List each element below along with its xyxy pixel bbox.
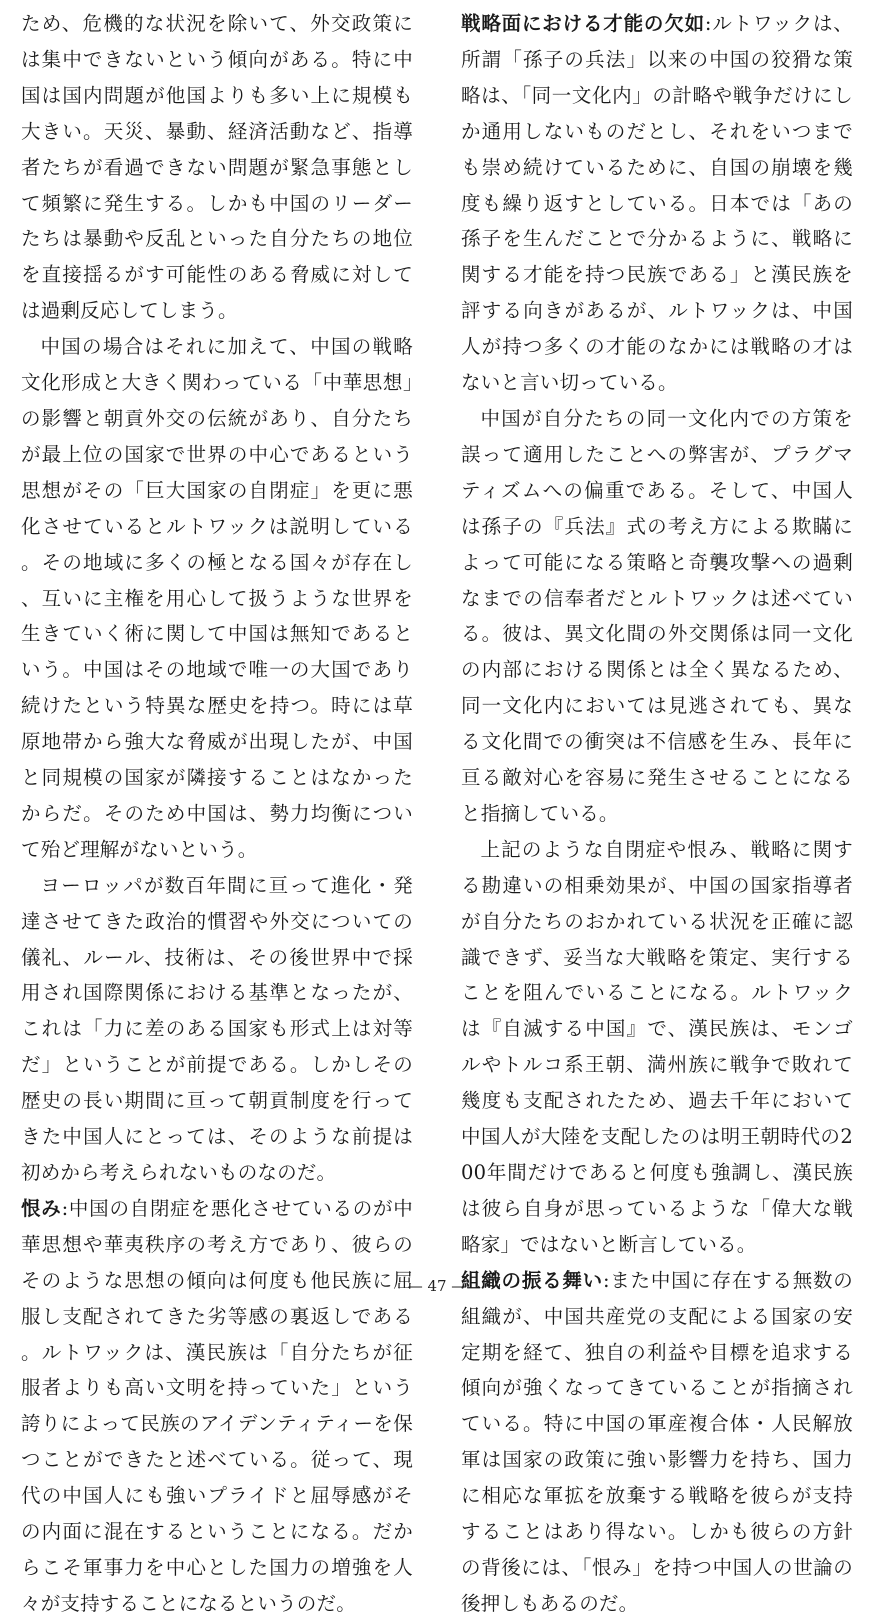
section-paragraph [461,1263,853,1622]
paragraph: ヨーロッパが数百年間に亘って進化・発達させてきた政治的慣習や外交についての儀礼、ルール、技術は、その後世界中で採用され国際関係における基準となったが、これは「力に差のある国家も形式上は対等だ」ということが前提である。しかしその歴史の長い期間に亘って朝貢制度を行ってきた中国人にとっては、そのような前提は初めから考えられないものなのだ。 [21,873,413,1184]
paragraph: 上記のような自閉症や恨み、戦略に関する勘違いの相乗効果が、中国の国家指導者が自分たちのおかれている状況を正確に認識できず、妥当な大戦略を策定、実行することを阻んでいることになる。ルトワックは『自滅する中国』で、漢民族は、モンゴルやトルコ系王朝、満州族に戦争で敗れて幾度も支配されたため、過去千年において中国人が大陸を支配したのは明王朝時代の200年間だけであると何度も強調し、漢民族は彼ら自身が思っているような「偉大な戦略家」ではないと断言している。 [461,837,853,1256]
section-body: :また中国に存在する無数の組織が、中国共産党の支配による国家の安定期を経て、独自の利益や目標を追求する傾向が強くなってきていることが指摘されている。特に中国の軍産複合体・人民解放軍は国家の政策に強い影響力を持ち、国力に相応な軍拡を放棄する戦略を彼らが支持することはあり得ない。しかも彼らの方針の背後には、「恨み」を持つ中国人の世論の後押しもあるのだ。 [461,1268,854,1615]
section-heading: 組織の振る舞い [461,1268,603,1292]
paragraph: ため、危機的な状況を除いて、外交政策には集中できないという傾向がある。特に中国は国内問題が他国よりも多い上に規模も大きい。天災、暴動、経済活動など、指導者たちが看過できない問題が緊急事態として頻繁に発生する。しかも中国のリーダーたちは暴動や反乱といった自分たちの地位を直接揺るがす可能性のある脅威に対しては過剰反応してしまう。 [21,12,413,323]
section-heading: 恨み [21,1196,62,1220]
right-column [461,6,853,1622]
section-heading: 戦略面における才能の欠如 [461,12,705,35]
section-paragraph [21,1191,413,1622]
left-column [21,6,413,1622]
section-body: :ルトワックは、所謂「孫子の兵法」以来の中国の狡猾な策略は、「同一文化内」の計略や戦争だけにしか通用しないものだとし、それをいつまでも崇め続けているために、自国の崩壊を幾度も繰り返すとしている。日本では「あの孫子を生んだことで分かるように、戦略に関する才能を持つ民族である」と漢民族を評する向きがあるが、ルトワックは、中国人が持つ多くの才能のなかには戦略の才はないと言い切っている。 [461,12,853,395]
page-number: — 47 — [407,1277,467,1295]
section-paragraph [461,6,853,401]
paragraph: 中国の場合はそれに加えて、中国の戦略文化形成と大きく関わっている「中華思想」の影響と朝貢外交の伝統があり、自分たちが最上位の国家で世界の中心であるという思想がその「巨大国家の自閉症」を更に悪化させているとルトワックは説明している。その地域に多くの極となる国々が存在し、互いに主権を用心して扱うような世界を生きていく術に関して中国は無知であるという。中国はその地域で唯一の大国であり続けたという特異な歴史を持つ。時には草原地帯から強大な脅威が出現したが、中国と同規模の国家が隣接することはなかったからだ。そのため中国は、勢力均衡について殆ど理解がないという。 [21,335,413,861]
section-body: :中国の自閉症を悪化させているのが中華思想や華夷秩序の考え方であり、彼らのそのような思想の傾向は何度も他民族に屈服し支配されてきた劣等感の裏返しである。ルトワックは、漢民族は「自分たちが征服者よりも高い文明を持っていた」という誇りによって民族のアイデンティティーを保つことができたと述べている。従って、現代の中国人にも強いプライドと屈辱感がその内面に混在するということになる。だからこそ軍事力を中心とした国力の増強を人々が支持することになるというのだ。 [21,1196,414,1615]
paragraph: 中国が自分たちの同一文化内での方策を誤って適用したことへの弊害が、プラグマティズムへの偏重である。そして、中国人は孫子の『兵法』式の考え方による欺瞞によって可能になる策略と奇襲攻撃への過剰なまでの信奉者だとルトワックは述べている。彼は、異文化間の外交関係は同一文化の内部における関係とは全く異なるため、同一文化内においては見逃されても、異なる文化間での衝突は不信感を生み、長年に亘る敵対心を容易に発生させることになると指摘している。 [461,406,853,825]
